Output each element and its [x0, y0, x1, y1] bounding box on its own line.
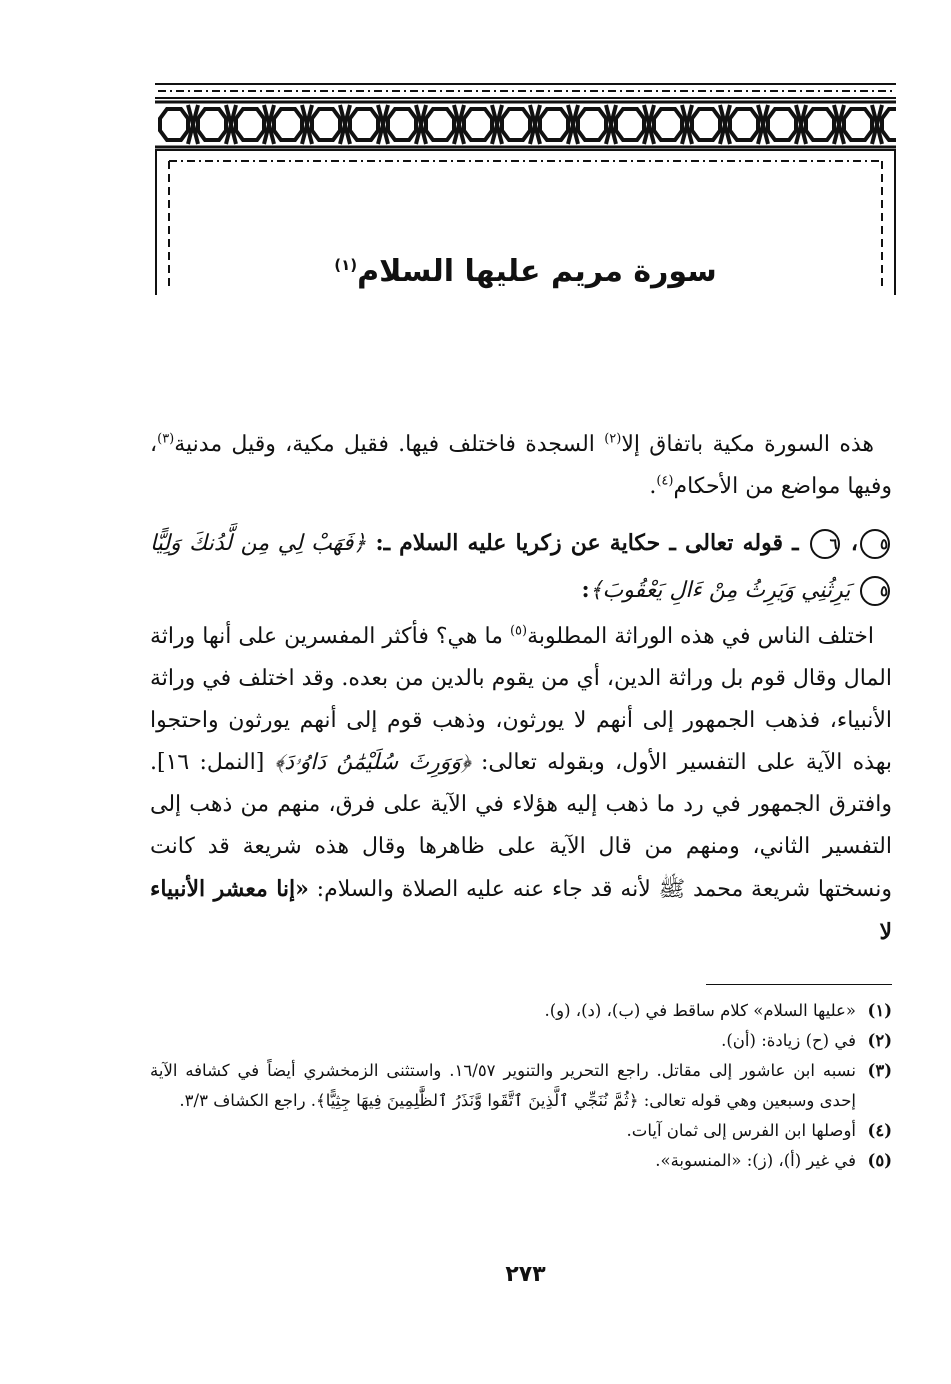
footnote-text: في غير (أ)، (ز): «المنسوبة». — [655, 1151, 856, 1170]
interlace-band — [160, 105, 896, 144]
ayah-number-mark: ٦ — [810, 529, 840, 559]
footnote — [150, 996, 892, 1026]
footnote-number: (٤) — [867, 1121, 892, 1140]
verse-separator: ، — [841, 530, 858, 556]
surah-title-text: سورة مريم عليها السلام — [357, 254, 717, 289]
ayah-number-mark: ٥ — [860, 576, 890, 606]
footnote — [150, 1116, 892, 1146]
footnote — [150, 1026, 892, 1056]
footnote-number: (٣) — [867, 1061, 892, 1080]
discussion-text-1: اختلف الناس في هذه الوراثة المطلوبة — [527, 624, 874, 649]
verse-end-colon: : — [581, 577, 590, 603]
footnote-text: في (ح) زيادة: (أن). — [721, 1031, 856, 1050]
footnote-ref-5: (٥) — [509, 623, 528, 639]
footnote-number: (٥) — [867, 1151, 892, 1170]
quran-verse-text: يَرِثُنِي وَيَرِثُ مِنْ ءَالِ يَعْقُوبَ﴾ — [589, 578, 851, 603]
verse-heading — [150, 520, 892, 614]
footnote-text: أوصلها ابن الفرس إلى ثمان آيات. — [626, 1121, 856, 1140]
footnote-text: نسبه ابن عاشور إلى مقاتل. راجع التحرير والتنوير ١٦/٥٧. واستثنى الزمخشري أيضاً في كشافه الآية إحدى وسبعين وهي قوله تعالى: ﴿ثُمَّ نُنَجِّي ٱلَّذِينَ ٱتَّقَوا وَّنَذَرُ ٱلظَّٰلِمِينَ فِيهَا جِثِيًّا﴾. راجع الكشاف ٣/٣. — [150, 1061, 856, 1110]
footnote-number: (٢) — [867, 1031, 892, 1050]
footnote — [150, 1146, 892, 1176]
intro-text-4: . — [649, 474, 657, 499]
footnote-text: «عليها السلام» كلام ساقط في (ب)، (د)، (و). — [544, 1001, 856, 1020]
footnote-ref-3: (٣) — [157, 431, 175, 447]
intro-text-2: السجدة فاختلف فيها. فقيل مكية، وقيل مدنية — [174, 432, 605, 457]
verse-lead-text: ـ قوله تعالى ـ حكاية عن زكريا عليه السلام ـ: — [366, 530, 808, 556]
surah-title — [155, 250, 896, 294]
quran-verse-text: ﴿فَهَبْ لِي مِن لَّدُنكَ وَلِيًّا — [150, 531, 367, 556]
intro-text-1: هذه السورة مكية باتفاق إلا — [621, 432, 875, 457]
footnotes — [150, 996, 892, 1176]
quran-verse-text: ﴿وَوَرِثَ سُلَيْمَٰنُ دَاوُۥدَ﴾ — [274, 750, 471, 775]
hadith-quote: «إنا معشر الأنبياء لا — [150, 876, 892, 945]
discussion-text-3: . وافترق الجمهور في رد ما ذهب إليه هؤلاء في الآية على فرق، منهم من ذهب إلى التفسير الثاني، ومنهم من قال الآية على ظاهرها وقال هذه شريعة قد كانت ونسختها شريعة محمد ﷺ لأنه قد جاء عنه عليه الصلاة والسلام: — [150, 750, 892, 902]
intro-text-3: ، وفيها مواضع من الأحكام — [150, 432, 892, 499]
page-number: ٢٧٣ — [505, 1262, 546, 1287]
ayah-number-mark: ٥ — [860, 529, 890, 559]
discussion-paragraph — [150, 616, 892, 954]
footnote — [150, 1056, 892, 1116]
title-footnote-ref: (١) — [334, 256, 358, 274]
discussion-text-2: ما هي؟ فأكثر المفسرين على أنها وراثة المال وقال قوم بل وراثة الدين، أي من يقوم بالدين من بعده. وقد اختلف في وراثة الأنبياء، فذهب الجمهور إلى أنهم لا يورثون، وذهب قوم إلى أنهم يورثون واحتجوا بهذه الآية على التفسير الأول، وبقوله تعالى: — [150, 624, 892, 775]
footnote-number: (١) — [867, 1001, 892, 1020]
intro-paragraph — [150, 424, 892, 508]
footnote-ref-2: (٢) — [604, 431, 622, 447]
verse-reference: [النمل: ١٦] — [157, 750, 275, 775]
footnote-separator — [706, 984, 892, 985]
footnote-ref-4: (٤) — [656, 473, 674, 489]
